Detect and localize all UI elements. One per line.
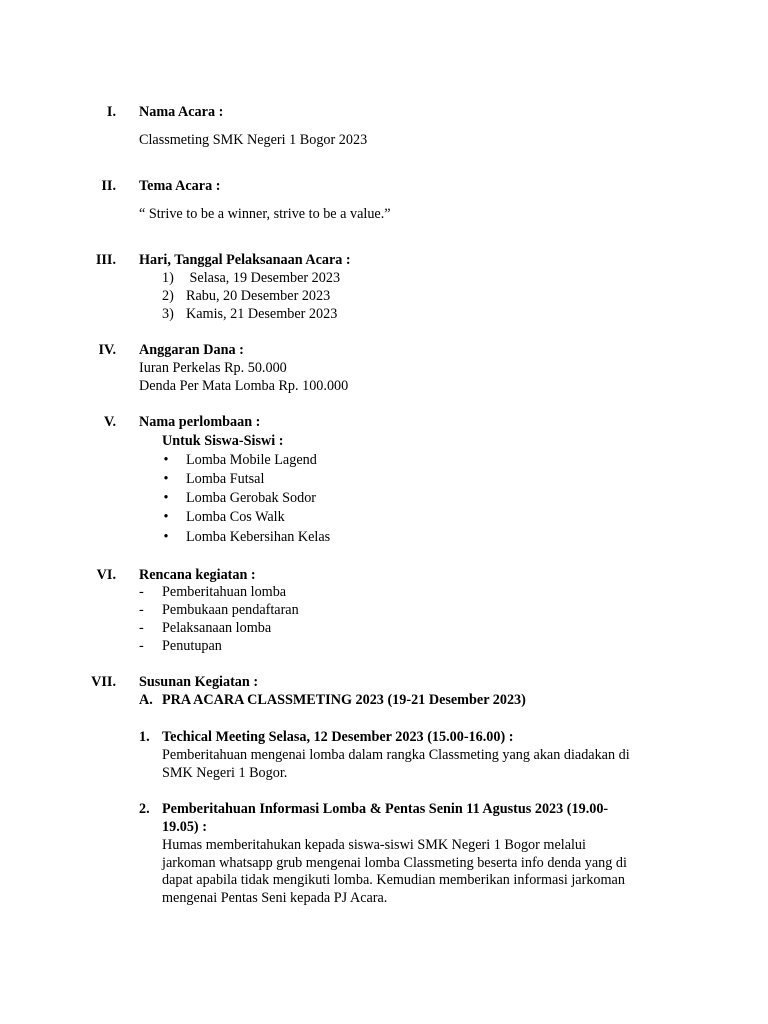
list-item: Rabu, 20 Desember 2023 [186,288,331,304]
item-body-line: SMK Negeri 1 Bogor. [162,765,288,781]
dash-item: Pembukaan pendaftaran [162,602,299,618]
section-heading: Anggaran Dana : [139,342,244,358]
section-heading: Nama perlombaan : [139,414,261,430]
item-title: 19.05) : [162,819,207,835]
section-subheading: Untuk Siswa-Siswi : [162,433,284,449]
bullet-item: Lomba Mobile Lagend [186,452,317,468]
list-number: 3) [162,306,174,322]
dash-icon: - [139,620,144,636]
bullet-icon: • [163,509,169,525]
item-body-line: jarkoman whatsapp grub mengenai lomba Classmeting beserta info denda yang di [162,855,627,871]
section-heading: Hari, Tanggal Pelaksanaan Acara : [139,252,351,268]
bullet-icon: • [163,529,169,545]
section-heading: Nama Acara : [139,104,224,120]
bullet-item: Lomba Cos Walk [186,509,285,525]
dash-icon: - [139,584,144,600]
section-numeral: VII. [91,674,116,690]
dash-item: Pelaksanaan lomba [162,620,272,636]
section-numeral: II. [101,178,116,194]
item-body-line: Humas memberitahukan kepada siswa-siswi SMK Negeri 1 Bogor melalui [162,837,586,853]
list-item: Kamis, 21 Desember 2023 [186,306,338,322]
dash-icon: - [139,602,144,618]
item-body-line: Pemberitahuan mengenai lomba dalam rangka Classmeting yang akan diadakan di [162,747,630,763]
section-numeral: V. [104,414,116,430]
list-number: 2) [162,288,174,304]
item-title: Pemberitahuan Informasi Lomba & Pentas Senin 11 Agustus 2023 (19.00- [162,801,609,817]
item-body-line: mengenai Pentas Seni kepada PJ Acara. [162,890,388,906]
section-numeral: IV. [98,342,116,358]
section-text: Classmeting SMK Negeri 1 Bogor 2023 [139,132,368,148]
list-number: 1) [162,270,174,286]
bullet-item: Lomba Gerobak Sodor [186,490,317,506]
dash-item: Pemberitahuan lomba [162,584,287,600]
section-numeral: I. [106,104,116,120]
item-title: Techical Meeting Selasa, 12 Desember 2023 (15.00-16.00) : [162,729,514,745]
bullet-item: Lomba Futsal [186,471,265,487]
bullet-icon: • [163,490,169,506]
section-text: Denda Per Mata Lomba Rp. 100.000 [139,378,349,394]
dash-item: Penutupan [162,638,222,654]
subsection-marker: A. [139,692,153,708]
bullet-item: Lomba Kebersihan Kelas [186,529,331,545]
item-body-line: dapat apabila tidak mengikuti lomba. Kemudian memberikan informasi jarkoman [162,872,625,888]
dash-icon: - [139,638,144,654]
subsection-title: PRA ACARA CLASSMETING 2023 (19-21 Desember 2023) [162,692,526,708]
item-number: 2. [139,801,150,817]
section-text: “ Strive to be a winner, strive to be a value.” [139,206,391,222]
section-numeral: III. [95,252,116,268]
bullet-icon: • [163,452,169,468]
section-text: Iuran Perkelas Rp. 50.000 [139,360,287,376]
section-heading: Susunan Kegiatan : [139,674,259,690]
section-numeral: VI. [96,567,116,583]
item-number: 1. [139,729,150,745]
bullet-icon: • [163,471,169,487]
list-item: Selasa, 19 Desember 2023 [186,270,341,286]
section-heading: Tema Acara : [139,178,221,194]
section-heading: Rencana kegiatan : [139,567,256,583]
